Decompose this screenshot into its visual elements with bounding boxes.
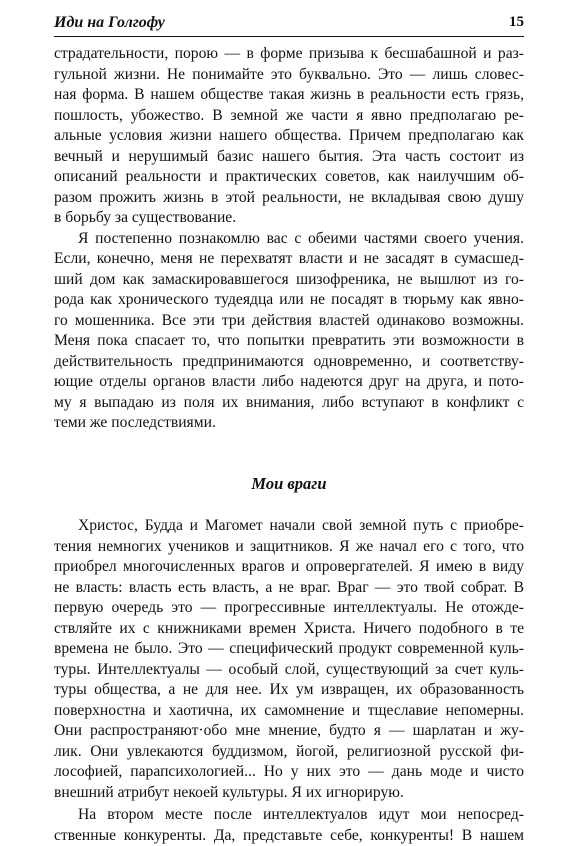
text-line: рода как хронического тудеядца или не посадят в тюрьму как явно- bbox=[54, 290, 524, 311]
text-line: альные условия жизни нашего общества. Причем предполагаю как bbox=[54, 126, 524, 147]
text-line: разом прожить жизнь в этой реальности, не вкладывая свою душу bbox=[54, 188, 524, 209]
page-number: 15 bbox=[509, 14, 524, 31]
running-header-title: Иди на Голгофу bbox=[54, 14, 165, 32]
text-line: лик. Они увлекаются буддизмом, йогой, религиозной русской фи- bbox=[54, 742, 524, 763]
section-heading: Мои враги bbox=[54, 474, 524, 495]
text-line: Они распространяют·обо мне мнение, будто я — шарлатан и жу- bbox=[54, 721, 524, 742]
text-line: На втором месте после интеллектуалов идут мои непосред- bbox=[54, 805, 524, 826]
text-line: туры общества, а не для нее. Их ум извращен, их образованность bbox=[54, 680, 524, 701]
text-line: гульной жизни. Не понимайте это буквально. Это — лишь словес- bbox=[54, 65, 524, 86]
text-line: времена не было. Это — специфический продукт современной куль- bbox=[54, 639, 524, 660]
text-line: действительность предпринимаются одновременно, и соответству- bbox=[54, 352, 524, 373]
text-line: вечный и нерушимый базис нашего бытия. Эта часть состоит из bbox=[54, 147, 524, 168]
text-line: ствляйте их с книжниками времен Христа. Ничего подобного в те bbox=[54, 619, 524, 640]
text-line: внешний атрибут некоей культуры. Я их игнорирую. bbox=[54, 783, 524, 804]
text-line: не власть: власть есть власть, а не враг. Враг — это твой собрат. В bbox=[54, 578, 524, 599]
text-line: го мошенника. Все эти три действия властей одинаково возможны. bbox=[54, 311, 524, 332]
text-line: пошлость, убожество. В земной же части я явно предполагаю ре- bbox=[54, 106, 524, 127]
text-line: туры. Интеллектуалы — особый слой, существующий за счет куль- bbox=[54, 660, 524, 681]
text-line: ший дом как замаскировавшегося шизофреника, не вышлют из го- bbox=[54, 270, 524, 291]
page-body bbox=[54, 44, 524, 846]
paragraph-3 bbox=[54, 516, 524, 803]
text-line: Меня пока спасает то, что попытки превратить эти возможности в bbox=[54, 331, 524, 352]
text-line: поверхностна и хаотична, их самомнение и тщеславие непомерны. bbox=[54, 701, 524, 722]
text-line: страдательности, порою — в форме призыва к бесшабашной и раз- bbox=[54, 44, 524, 65]
text-line: ющие отделы органов власти либо надеются друг на друга, и пото- bbox=[54, 372, 524, 393]
text-line: первую очередь это — прогрессивные интеллектуалы. Не отожде- bbox=[54, 598, 524, 619]
text-line: теми же последствиями. bbox=[54, 413, 524, 434]
text-line: описаний реальности и практических советов, как наилучшим об- bbox=[54, 167, 524, 188]
text-line: Если, конечно, меня не перехватят власти и не засадят в сумасшед- bbox=[54, 249, 524, 270]
text-line: ная форма. В нашем обществе такая жизнь в реальности есть грязь, bbox=[54, 85, 524, 106]
text-line: тения немногих учеников и защитников. Я же начал его с того, что bbox=[54, 537, 524, 558]
text-line: му я выпадаю из поля их внимания, либо вступают в конфликт с bbox=[54, 393, 524, 414]
paragraph-1 bbox=[54, 44, 524, 229]
text-line: Христос, Будда и Магомет начали свой земной путь с приобре- bbox=[54, 516, 524, 537]
text-line: в борьбу за существование. bbox=[54, 208, 524, 229]
paragraph-2 bbox=[54, 229, 524, 434]
text-line: лософией, парапсихологией... Но у них это — дань моде и чисто bbox=[54, 762, 524, 783]
paragraph-4 bbox=[54, 805, 524, 846]
text-line: Я постепенно познакомлю вас с обеими частями своего учения. bbox=[54, 229, 524, 250]
text-line: приобрел многочисленных врагов и опровергателей. Я имею в виду bbox=[54, 557, 524, 578]
text-line: ственные конкуренты. Да, представьте себе, конкуренты! В нашем bbox=[54, 826, 524, 846]
running-header bbox=[54, 12, 524, 37]
